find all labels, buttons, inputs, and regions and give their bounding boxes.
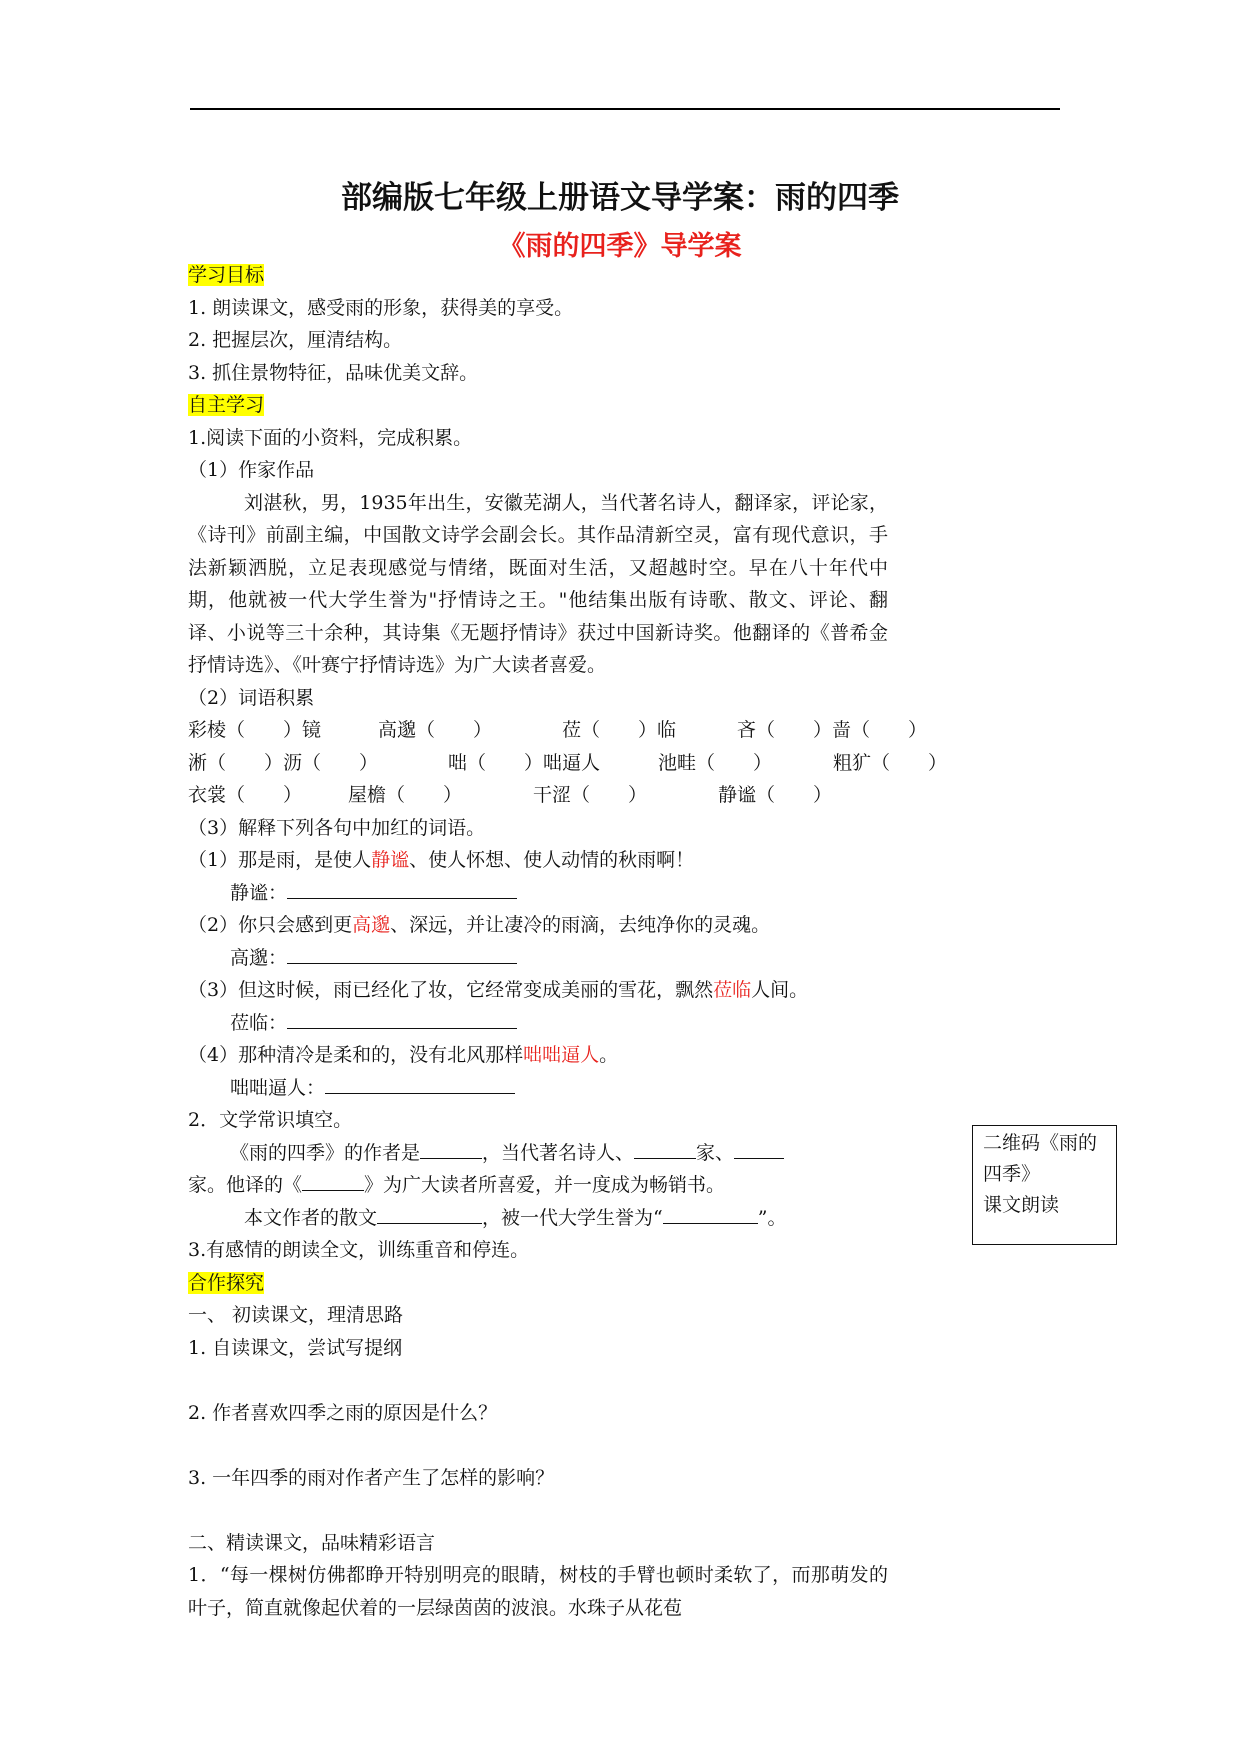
explain-answer[interactable]: 莅临： — [188, 1007, 888, 1040]
explain-sentence: （1）那是雨，是使人静谧、使人怀想、使人动情的秋雨啊！ — [188, 849, 695, 871]
vocab-item: 咄（ ）咄逼人 — [448, 751, 601, 774]
explain-sentence: （4）那种清冷是柔和的，没有北风那样咄咄逼人。 — [188, 1044, 619, 1066]
vocab-item: 淅（ ）沥（ ） — [188, 751, 379, 774]
header-rule — [190, 108, 1060, 110]
vocab-item: 彩棱（ ）镜 — [188, 719, 322, 741]
vocab-row — [188, 779, 888, 812]
qr-code-box — [972, 1125, 1117, 1245]
author-bio: 刘湛秋，男，1935年出生，安徽芜湖人，当代著名诗人，翻译家，评论家，《诗刊》前副主编，中国散文诗学会副会长。其作品清新空灵，富有现代意识，手法新颖洒脱，立足表现感觉与情绪，既面对生活，又超越时空。早在八十年代中期，他就被一代大学生誉为"抒情诗之王。"他结集出版有诗歌、散文、评论、翻译、小说等三十余种，其诗集《无题抒情诗》获过中国新诗奖。他翻译的《普希金抒情诗选》、《叶赛宁抒情诗选》为广大读者喜爱。 — [188, 491, 888, 676]
vocab-item: 屋檐（ ） — [348, 784, 463, 806]
vocab-item: 高邈（ ） — [378, 719, 493, 741]
qr-box-line: 二维码《雨的 — [983, 1132, 1098, 1154]
part1-question: 3. 一年四季的雨对作者产生了怎样的影响？ — [188, 1466, 555, 1489]
document-body — [188, 259, 948, 1624]
explain-answer[interactable]: 静谧： — [188, 877, 888, 910]
vocab-item: 吝（ ）啬（ ） — [737, 719, 928, 741]
vocab-item: 莅（ ）临 — [562, 719, 677, 741]
vocab-item: 衣裳（ ） — [188, 784, 303, 806]
vocab-row — [188, 747, 948, 780]
works-label: （1）作家作品 — [188, 459, 315, 481]
explain-sentence: （2）你只会感到更高邈、深远，并让凄冷的雨滴，去纯净你的灵魂。 — [188, 914, 771, 936]
page-subtitle: 《雨的四季》导学案 — [498, 231, 742, 262]
part-heading: 二、精读课文，品味精彩语言 — [188, 1531, 436, 1554]
qr-box-line: 四季》 — [983, 1163, 1041, 1185]
vocab-item: 池畦（ ） — [658, 751, 773, 774]
part2-question: 1．“每一棵树仿佛都睁开特别明亮的眼睛，树枝的手臂也顿时柔软了，而那萌发的叶子，简直就像起伏着的一层绿茵茵的波浪。水珠子从花苞 — [188, 1564, 888, 1619]
explain-sentence: （3）但这时候，雨已经化了妆，它经常变成美丽的雪花，飘然莅临人间。 — [188, 979, 809, 1001]
question-3: 3.有感情的朗读全文，训练重音和停连。 — [188, 1239, 530, 1261]
vocab-label: （2）词语积累 — [188, 686, 315, 709]
goal-item: 1. 朗读课文，感受雨的形象，获得美的享受。 — [188, 296, 574, 319]
section-heading-goals: 学习目标 — [188, 264, 265, 286]
question-1: 1.阅读下面的小资料，完成积累。 — [188, 426, 473, 449]
fill-line-1[interactable]: 《雨的四季》的作者是 ，当代著名诗人、 家、 — [188, 1137, 888, 1170]
vocab-item: 粗犷（ ） — [833, 751, 948, 774]
explain-label: （3）解释下列各句中加红的词语。 — [188, 816, 486, 839]
goal-item: 2. 把握层次，厘清结构。 — [188, 329, 403, 351]
question-2: 2．文学常识填空。 — [188, 1109, 353, 1131]
part1-question: 1. 自读课文，尝试写提纲 — [188, 1336, 403, 1359]
explain-answer[interactable]: 咄咄逼人： — [188, 1072, 888, 1105]
fill-line-3[interactable]: 本文作者的散文 ，被一代大学生誉为“ ”。 — [188, 1202, 888, 1235]
explain-answer[interactable]: 高邈： — [188, 942, 888, 975]
fill-line-2[interactable]: 家。他译的《 》为广大读者所喜爱，并一度成为畅销书。 — [188, 1169, 888, 1202]
part1-question: 2. 作者喜欢四季之雨的原因是什么？ — [188, 1401, 498, 1424]
page-title: 部编版七年级上册语文导学案：雨的四季 — [341, 180, 899, 216]
qr-box-line: 课文朗读 — [983, 1194, 1060, 1216]
part-heading: 一、 初读课文，理清思路 — [188, 1304, 404, 1326]
section-heading-cooperative: 合作探究 — [188, 1271, 265, 1294]
section-heading-self-study: 自主学习 — [188, 394, 265, 416]
vocab-row — [188, 714, 928, 747]
vocab-item: 静谧（ ） — [718, 784, 833, 806]
vocab-item: 干涩（ ） — [533, 784, 648, 806]
goal-item: 3. 抓住景物特征，品味优美文辞。 — [188, 361, 479, 384]
